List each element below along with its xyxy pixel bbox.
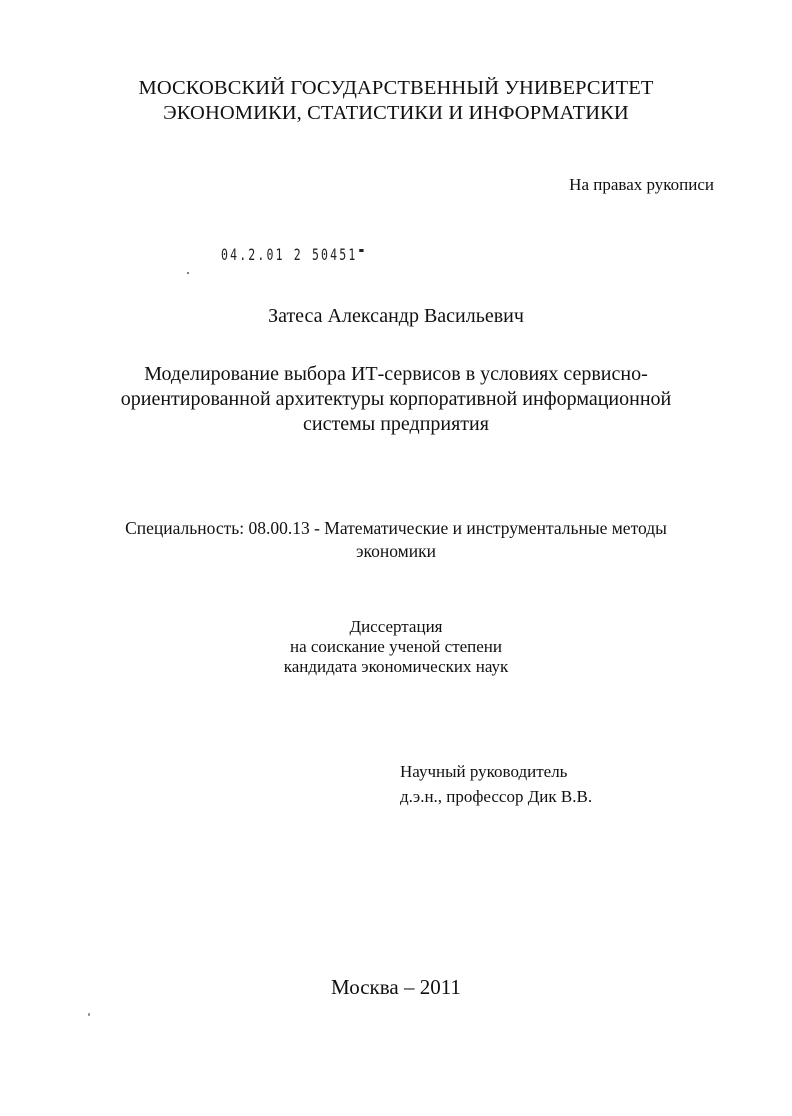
university-name bbox=[0, 76, 792, 126]
registry-stamp bbox=[221, 245, 363, 264]
dissertation-line-2: на соискание ученой степени bbox=[289, 637, 503, 656]
advisor-line-2: д.э.н., профессор Дик В.В. bbox=[400, 787, 593, 806]
dissertation-line-3: кандидата экономических наук bbox=[283, 657, 509, 676]
stamp-dash-mark bbox=[359, 249, 363, 252]
university-line-2: ЭКОНОМИКИ, СТАТИСТИКИ И ИНФОРМАТИКИ bbox=[163, 102, 629, 124]
title-line-2: ориентированной архитектуры корпоративной информационной bbox=[120, 388, 672, 410]
university-line-1: МОСКОВСКИЙ ГОСУДАРСТВЕННЫЙ УНИВЕРСИТЕТ bbox=[138, 77, 654, 99]
specialty bbox=[0, 517, 792, 563]
scientific-advisor bbox=[400, 759, 592, 809]
city-year: Москва – 2011 bbox=[331, 975, 461, 999]
specialty-line-2: экономики bbox=[356, 541, 436, 561]
dissertation-line-1: Диссертация bbox=[349, 617, 443, 636]
dissertation-type bbox=[0, 617, 792, 677]
title-line-3: системы предприятия bbox=[303, 413, 489, 435]
dissertation-title bbox=[0, 362, 792, 437]
specialty-line-1: Специальность: 08.00.13 - Математические и инструментальные методы bbox=[125, 518, 667, 538]
registry-stamp-number: 04.2.01 2 50451 bbox=[221, 245, 358, 264]
rights-notice: На правах рукописи bbox=[569, 175, 714, 194]
scan-speck bbox=[88, 1013, 90, 1016]
title-line-1: Моделирование выбора ИТ-сервисов в условиях сервисно- bbox=[144, 363, 648, 385]
scan-speck bbox=[187, 272, 189, 274]
author-name: Затеса Александр Васильевич bbox=[268, 305, 524, 327]
advisor-line-1: Научный руководитель bbox=[400, 762, 568, 781]
